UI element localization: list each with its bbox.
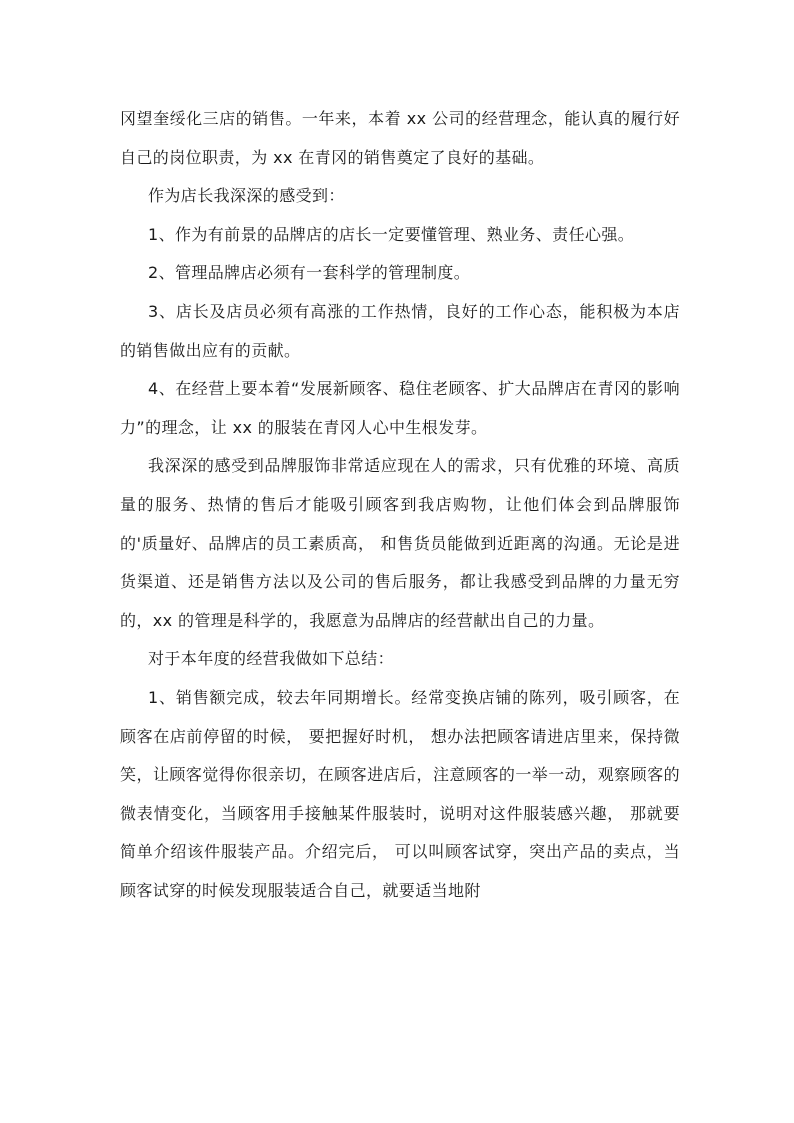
paragraph-6: 4、在经营上要本着“发展新顾客、稳住老顾客、扩大品牌店在青冈的影响力”的理念，让 xx 的服装在青冈人心中生根发芽。	[120, 379, 680, 437]
paragraph-8: 对于本年度的经营我做如下总结：	[148, 649, 395, 669]
paragraph-5: 3、店长及店员必须有高涨的工作热情，良好的工作心态，能积极为本店的销售做出应有的贡献。	[120, 301, 680, 360]
paragraph-2: 作为店长我深深的感受到：	[148, 186, 345, 206]
paragraph-1: 冈望奎绥化三店的销售。一年来，本着 xx 公司的经营理念，能认真的履行好自己的岗位职责，为 xx 在青冈的销售奠定了良好的基础。	[120, 109, 680, 167]
document-body	[120, 100, 680, 910]
paragraph-7: 我深深的感受到品牌服饰非常适应现在人的需求，只有优雅的环境、高质量的服务、热情的售后才能吸引顾客到我店购物，让他们体会到品牌服饰的'质量好、品牌店的员工素质高， 和售货员能做到近距离的沟通。无论是进货渠道、还是销售方法以及公司的售后服务，都让我感受到品牌的力量无穷的，xx 的管理是科学的，我愿意为品牌店的经营献出自己的力量。	[120, 456, 680, 630]
paragraph-3: 1、作为有前景的品牌店的店长一定要懂管理、熟业务、责任心强。	[148, 224, 635, 244]
paragraph-4: 2、管理品牌店必须有一套科学的管理制度。	[148, 263, 471, 283]
paragraph-9: 1、销售额完成，较去年同期增长。经常变换店铺的陈列，吸引顾客，在顾客在店前停留的时候， 要把握好时机， 想办法把顾客请进店里来，保持微笑，让顾客觉得你很亲切，在顾客进店后，注意顾客的一举一动，观察顾客的微表情变化，当顾客用手接触某件服装时，说明对这件服装感兴趣， 那就要简单介绍该件服装产品。介绍完后， 可以叫顾客试穿，突出产品的卖点，当顾客试穿的时候发现服装适合自己，就要适当地附	[120, 687, 680, 900]
